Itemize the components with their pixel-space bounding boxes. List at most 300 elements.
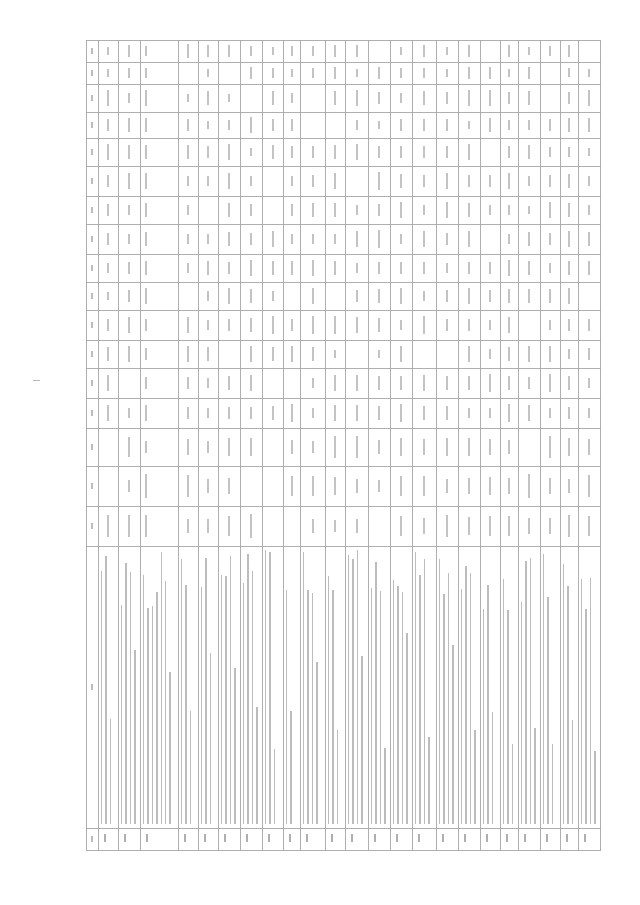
value-text-mark (528, 405, 530, 420)
value-text-mark (423, 175, 425, 186)
row-number-mark (584, 834, 586, 842)
grid-line (458, 40, 459, 850)
value-text-mark (334, 350, 336, 359)
description-text-mark (352, 559, 353, 824)
value-text-mark (423, 68, 425, 77)
value-text-mark (291, 404, 293, 421)
value-text-mark (446, 319, 448, 330)
value-text-mark (446, 146, 448, 158)
description-text-mark (332, 590, 333, 824)
description-text-mark (470, 573, 471, 824)
grid-line (140, 40, 141, 850)
value-text-mark (334, 477, 336, 496)
value-text-mark (128, 118, 130, 132)
value-text-mark (423, 91, 425, 104)
description-text-mark (312, 593, 313, 824)
row-number-mark (224, 834, 226, 842)
description-text-mark (290, 711, 291, 824)
value-text-mark (549, 46, 551, 57)
value-text-mark (272, 231, 274, 248)
value-text-mark (568, 261, 570, 275)
description-text-mark (415, 552, 416, 824)
value-text-mark (356, 436, 358, 458)
description-text-mark (303, 552, 304, 824)
value-text-mark (446, 406, 448, 419)
value-text-mark (107, 233, 109, 244)
value-text-mark (334, 173, 336, 189)
grid-line (540, 40, 541, 850)
value-text-mark (400, 93, 402, 103)
value-text-mark (588, 378, 590, 387)
value-text-mark (291, 176, 293, 186)
value-text-mark (291, 204, 293, 217)
value-text-mark (312, 146, 314, 158)
value-text-mark (128, 515, 130, 537)
value-text-mark (378, 440, 380, 454)
value-text-mark (508, 120, 510, 129)
value-text-mark (312, 378, 314, 388)
grid-line (262, 40, 263, 850)
value-text-mark (291, 234, 293, 245)
value-text-mark (588, 176, 590, 186)
value-text-mark (489, 90, 491, 107)
value-text-mark (128, 346, 130, 362)
value-text-mark (528, 377, 530, 390)
value-text-mark (446, 479, 448, 494)
grid-line (390, 40, 391, 850)
value-text-mark (549, 233, 551, 245)
value-text-mark (568, 231, 570, 248)
row-number-mark (566, 834, 568, 842)
value-text-mark (312, 46, 314, 56)
value-text-mark (250, 438, 252, 456)
value-text-mark (291, 440, 293, 454)
value-text-mark (528, 145, 530, 159)
row-number-mark (306, 834, 308, 842)
value-text-mark (508, 317, 510, 334)
grid-line (86, 84, 601, 85)
value-text-mark (446, 290, 448, 301)
value-text-mark (207, 519, 209, 532)
value-text-mark (423, 146, 425, 158)
value-text-mark (423, 205, 425, 215)
value-text-mark (356, 519, 358, 534)
value-text-mark (549, 374, 551, 392)
value-text-mark (250, 260, 252, 276)
description-text-mark (234, 668, 235, 824)
description-text-mark (419, 575, 420, 824)
row-number-mark (204, 834, 206, 842)
value-text-mark (187, 44, 189, 57)
description-text-mark (594, 751, 595, 824)
value-text-mark (291, 69, 293, 77)
value-text-mark (107, 375, 109, 391)
description-text-mark (265, 550, 266, 824)
value-text-mark (291, 319, 293, 330)
grid-line (86, 850, 601, 851)
row-number-mark (289, 834, 291, 842)
value-text-mark (128, 45, 130, 57)
description-text-mark (439, 559, 440, 824)
value-text-mark (588, 261, 590, 275)
description-text-mark (503, 579, 504, 824)
value-text-mark (228, 288, 230, 304)
value-text-mark (128, 173, 130, 189)
value-text-mark (528, 261, 530, 276)
value-text-mark (568, 407, 570, 419)
value-text-mark (588, 348, 590, 360)
value-text-mark (272, 119, 274, 130)
row-number-mark (418, 834, 420, 842)
value-text-mark (228, 319, 230, 331)
value-text-mark (128, 290, 130, 302)
description-text-mark (483, 609, 484, 824)
grid-line (436, 40, 437, 850)
value-text-mark (588, 319, 590, 331)
value-text-mark (128, 408, 130, 419)
value-text-mark (400, 438, 402, 455)
value-text-mark (356, 405, 358, 421)
value-text-mark (528, 47, 530, 56)
value-text-mark (489, 374, 491, 392)
value-text-mark (378, 376, 380, 391)
value-text-mark (334, 145, 336, 160)
description-text-mark (307, 590, 308, 824)
value-text-mark (128, 145, 130, 159)
description-text-mark (507, 610, 508, 824)
description-text-mark (165, 581, 166, 824)
value-text-mark (187, 475, 189, 497)
value-text-mark (508, 347, 510, 362)
value-text-mark (549, 289, 551, 302)
value-text-mark (312, 203, 314, 216)
value-text-mark (400, 146, 402, 157)
value-text-mark (334, 203, 336, 216)
value-text-mark (145, 474, 147, 498)
value-text-mark (588, 118, 590, 133)
value-text-mark (468, 175, 470, 188)
value-text-mark (400, 476, 402, 495)
scan-speck (33, 380, 40, 381)
value-text-mark (228, 438, 230, 455)
value-text-mark (356, 90, 358, 105)
value-text-mark (508, 69, 510, 77)
value-text-mark (489, 516, 491, 536)
value-text-mark (228, 203, 230, 218)
description-text-mark (316, 662, 317, 824)
value-text-mark (107, 319, 109, 332)
value-text-mark (588, 205, 590, 215)
description-text-mark (443, 594, 444, 824)
description-text-mark (525, 561, 526, 824)
description-text-mark (585, 609, 586, 824)
value-text-mark (145, 319, 147, 331)
value-text-mark (145, 288, 147, 304)
grid-line (283, 40, 284, 850)
value-text-mark (489, 349, 491, 359)
value-text-mark (468, 144, 470, 160)
row-number-mark (374, 834, 376, 842)
value-text-mark (508, 260, 510, 277)
value-text-mark (508, 45, 510, 58)
value-text-mark (528, 232, 530, 246)
value-text-mark (291, 146, 293, 158)
value-text-mark (272, 261, 274, 275)
value-text-mark (128, 437, 130, 458)
header-cell-mark (91, 122, 93, 128)
value-text-mark (145, 118, 147, 132)
value-text-mark (489, 408, 491, 418)
value-text-mark (207, 441, 209, 453)
description-text-mark (402, 592, 403, 824)
value-text-mark (378, 318, 380, 332)
value-text-mark (423, 375, 425, 390)
description-text-mark (393, 580, 394, 824)
value-text-mark (312, 260, 314, 276)
value-text-mark (508, 92, 510, 105)
header-cell-mark (91, 236, 93, 242)
grid-line (86, 112, 601, 113)
description-text-mark (380, 591, 381, 824)
value-text-mark (291, 119, 293, 131)
value-text-mark (489, 439, 491, 454)
description-text-mark (169, 672, 170, 824)
grid-line (86, 138, 601, 139)
value-text-mark (272, 68, 274, 79)
description-text-mark (125, 563, 126, 824)
grid-line (98, 40, 99, 850)
description-text-mark (243, 583, 244, 824)
value-text-mark (145, 515, 147, 537)
value-text-mark (549, 408, 551, 417)
value-text-mark (250, 204, 252, 216)
value-text-mark (378, 204, 380, 217)
grid-line (178, 40, 179, 850)
description-text-mark (375, 562, 376, 824)
grid-line (345, 40, 346, 850)
description-text-mark (424, 559, 425, 824)
value-text-mark (400, 404, 402, 421)
row-number-mark (486, 834, 488, 842)
value-text-mark (423, 406, 425, 421)
value-text-mark (107, 405, 109, 422)
value-text-mark (549, 119, 551, 131)
header-cell-mark (91, 380, 93, 386)
value-text-mark (250, 346, 252, 362)
value-text-mark (528, 474, 530, 497)
value-text-mark (207, 69, 209, 77)
grid-line (560, 40, 561, 850)
description-text-mark (221, 575, 222, 824)
grid-line (86, 340, 601, 341)
header-cell-mark (91, 149, 93, 155)
value-text-mark (272, 47, 274, 56)
value-text-mark (107, 347, 109, 360)
value-text-mark (468, 408, 470, 418)
value-text-mark (468, 288, 470, 305)
value-text-mark (228, 94, 230, 103)
value-text-mark (107, 90, 109, 105)
value-text-mark (508, 234, 510, 244)
row-number-mark (104, 834, 106, 842)
value-text-mark (228, 478, 230, 494)
description-text-mark (161, 552, 162, 824)
value-text-mark (528, 67, 530, 79)
grid-line (86, 196, 601, 197)
value-text-mark (187, 145, 189, 159)
value-text-mark (568, 515, 570, 537)
value-text-mark (128, 68, 130, 79)
value-text-mark (468, 478, 470, 494)
value-text-mark (207, 320, 209, 331)
value-text-mark (228, 376, 230, 391)
description-text-mark (110, 719, 111, 824)
value-text-mark (187, 317, 189, 333)
header-cell-mark (91, 322, 93, 328)
description-text-mark (452, 645, 453, 824)
grid-line (600, 40, 601, 850)
value-text-mark (446, 69, 448, 77)
description-text-mark (105, 556, 106, 824)
header-cell-mark (91, 444, 93, 450)
value-text-mark (588, 69, 590, 77)
value-text-mark (312, 408, 314, 418)
value-text-mark (549, 263, 551, 273)
value-text-mark (489, 320, 491, 329)
value-text-mark (508, 289, 510, 303)
grid-line (86, 40, 601, 41)
value-text-mark (272, 406, 274, 420)
value-text-mark (468, 67, 470, 78)
description-text-mark (474, 730, 475, 824)
value-text-mark (468, 45, 470, 57)
value-text-mark (489, 205, 491, 215)
row-number-mark (396, 834, 398, 842)
value-text-mark (468, 346, 470, 362)
value-text-mark (489, 290, 491, 302)
description-text-mark (590, 578, 591, 824)
value-text-mark (334, 405, 336, 422)
value-text-mark (291, 93, 293, 102)
value-text-mark (378, 121, 380, 130)
value-text-mark (549, 320, 551, 330)
value-text-mark (568, 203, 570, 218)
value-text-mark (145, 348, 147, 361)
value-text-mark (378, 172, 380, 189)
value-text-mark (568, 92, 570, 105)
value-text-mark (207, 408, 209, 417)
value-text-mark (107, 204, 109, 216)
value-text-mark (128, 262, 130, 275)
value-text-mark (250, 289, 252, 302)
value-text-mark (568, 479, 570, 494)
value-text-mark (312, 519, 314, 533)
value-text-mark (378, 289, 380, 302)
grid-line (412, 40, 413, 850)
value-text-mark (588, 516, 590, 535)
value-text-mark (400, 288, 402, 303)
value-text-mark (378, 146, 380, 158)
description-text-mark (130, 572, 131, 824)
header-cell-mark (91, 483, 93, 489)
description-text-mark (181, 559, 182, 824)
value-text-mark (250, 67, 252, 78)
description-text-mark (230, 556, 231, 824)
value-text-mark (423, 231, 425, 247)
value-text-mark (187, 234, 189, 244)
value-text-mark (145, 145, 147, 159)
value-text-mark (312, 476, 314, 496)
value-text-mark (423, 262, 425, 274)
value-text-mark (549, 147, 551, 158)
value-text-mark (250, 233, 252, 244)
row-number-mark (124, 834, 126, 842)
value-text-mark (207, 45, 209, 57)
value-text-mark (272, 316, 274, 333)
value-text-mark (128, 480, 130, 493)
value-text-mark (228, 516, 230, 537)
value-text-mark (250, 46, 252, 57)
description-text-mark (521, 602, 522, 824)
value-text-mark (291, 46, 293, 55)
value-text-mark (378, 480, 380, 493)
description-text-mark (563, 564, 564, 824)
value-text-mark (356, 479, 358, 494)
description-text-mark (274, 749, 275, 824)
value-text-mark (400, 262, 402, 273)
grid-line (86, 466, 601, 467)
header-cell-mark (91, 178, 93, 184)
value-text-mark (568, 45, 570, 57)
value-text-mark (528, 206, 530, 215)
value-text-mark (588, 439, 590, 455)
value-text-mark (312, 347, 314, 361)
value-text-mark (207, 479, 209, 494)
value-text-mark (334, 234, 336, 244)
value-text-mark (291, 261, 293, 275)
value-text-mark (508, 205, 510, 216)
value-text-mark (356, 205, 358, 215)
value-text-mark (356, 120, 358, 131)
description-text-mark (397, 586, 398, 824)
value-text-mark (207, 261, 209, 276)
value-text-mark (228, 173, 230, 189)
description-text-mark (547, 597, 548, 824)
value-text-mark (400, 234, 402, 244)
value-text-mark (423, 476, 425, 497)
value-text-mark (228, 144, 230, 160)
value-text-mark (228, 407, 230, 419)
value-text-mark (568, 147, 570, 158)
value-text-mark (528, 518, 530, 534)
value-text-mark (528, 346, 530, 362)
description-text-mark (201, 587, 202, 824)
description-text-mark (256, 707, 257, 824)
value-text-mark (446, 202, 448, 217)
value-text-mark (334, 375, 336, 391)
value-text-mark (187, 377, 189, 390)
description-text-mark (357, 550, 358, 824)
value-text-mark (549, 202, 551, 218)
value-text-mark (187, 205, 189, 216)
row-number-mark (442, 834, 444, 842)
value-text-mark (528, 120, 530, 130)
value-text-mark (312, 175, 314, 186)
header-cell-mark (91, 351, 93, 357)
value-text-mark (489, 67, 491, 79)
value-text-mark (400, 68, 402, 78)
value-text-mark (356, 375, 358, 391)
